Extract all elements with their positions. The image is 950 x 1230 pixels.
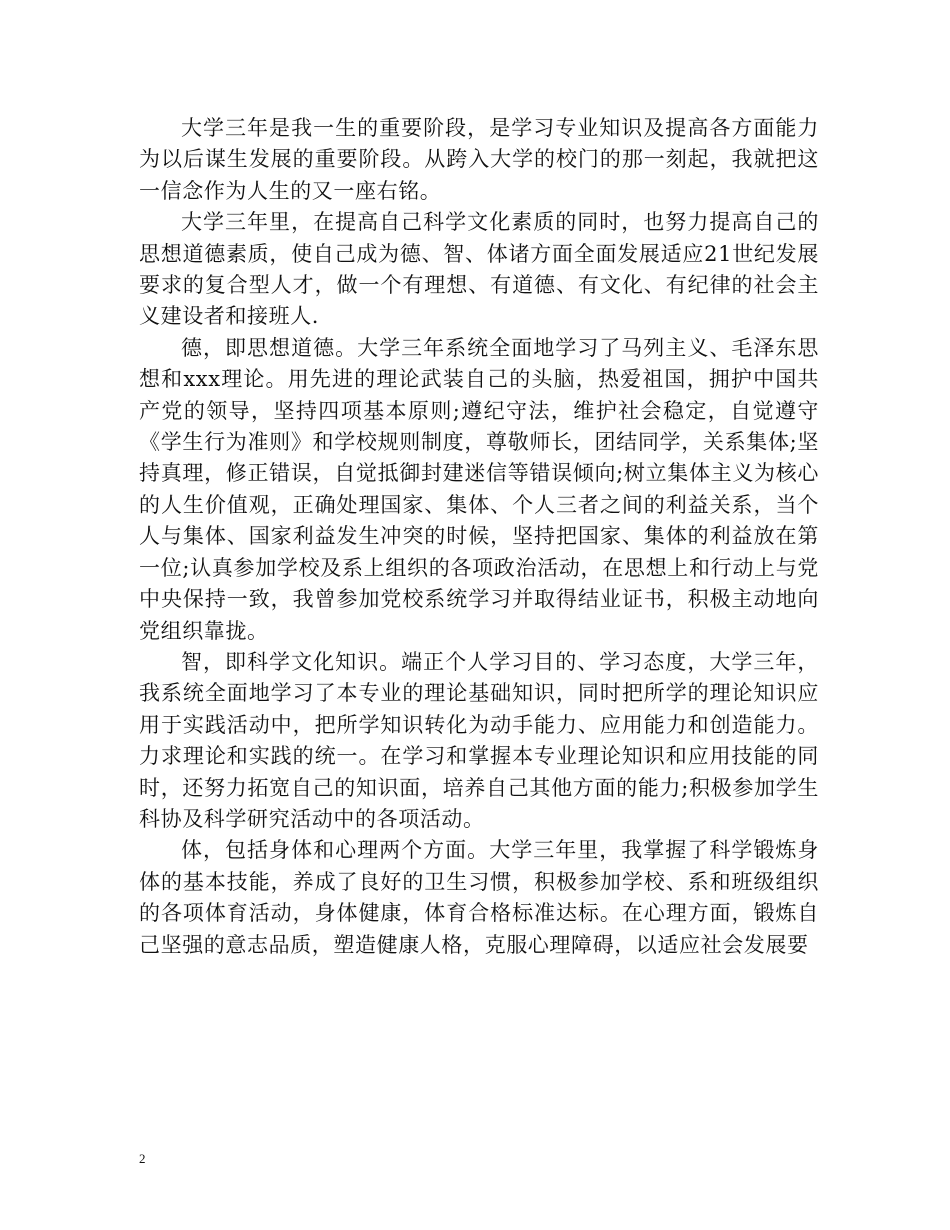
page-number: 2 xyxy=(139,1151,146,1166)
paragraph-intellect: 智，即科学文化知识。端正个人学习目的、学习态度，大学三年，我系统全面地学习了本专业的理论基础知识，同时把所学的理论知识应用于实践活动中，把所学知识转化为动手能力、应用能力和创造能力。力求理论和实践的统一。在学习和掌握本专业理论知识和应用技能的同时，还努力拓宽自己的知识面，培养自己其他方面的能力;积极参加学生科协及科学研究活动中的各项活动。 xyxy=(139,649,819,831)
paragraph-overview: 大学三年里，在提高自己科学文化素质的同时，也努力提高自己的思想道德素质，使自己成为德、智、体诸方面全面发展适应21世纪发展要求的复合型人才，做一个有理想、有道德、有文化、有纪律的社会主义建设者和接班人. xyxy=(139,210,819,329)
paragraph-physical: 体，包括身体和心理两个方面。大学三年里，我掌握了科学锻炼身体的基本技能，养成了良好的卫生习惯，积极参加学校、系和班级组织的各项体育活动，身体健康，体育合格标准达标。在心理方面，锻炼自己坚强的意志品质，塑造健康人格，克服心理障碍，以适应社会发展要 xyxy=(139,838,819,957)
paragraph-morality: 德，即思想道德。大学三年系统全面地学习了马列主义、毛泽东思想和xxx理论。用先进的理论武装自己的头脑，热爱祖国，拥护中国共产党的领导，坚持四项基本原则;遵纪守法，维护社会稳定，自觉遵守《学生行为准则》和学校规则制度，尊敬师长，团结同学，关系集体;坚持真理，修正错误，自觉抵御封建迷信等错误倾向;树立集体主义为核心的人生价值观，正确处理国家、集体、个人三者之间的利益关系，当个人与集体、国家利益发生冲突的时候，坚持把国家、集体的利益放在第一位;认真参加学校及系上组织的各项政治活动，在思想上和行动上与党中央保持一致，我曾参加党校系统学习并取得结业证书，积极主动地向党组织靠拢。 xyxy=(139,335,819,643)
document-body xyxy=(139,113,819,961)
paragraph-intro: 大学三年是我一生的重要阶段，是学习专业知识及提高各方面能力为以后谋生发展的重要阶段。从跨入大学的校门的那一刻起，我就把这一信念作为人生的又一座右铭。 xyxy=(139,116,819,203)
